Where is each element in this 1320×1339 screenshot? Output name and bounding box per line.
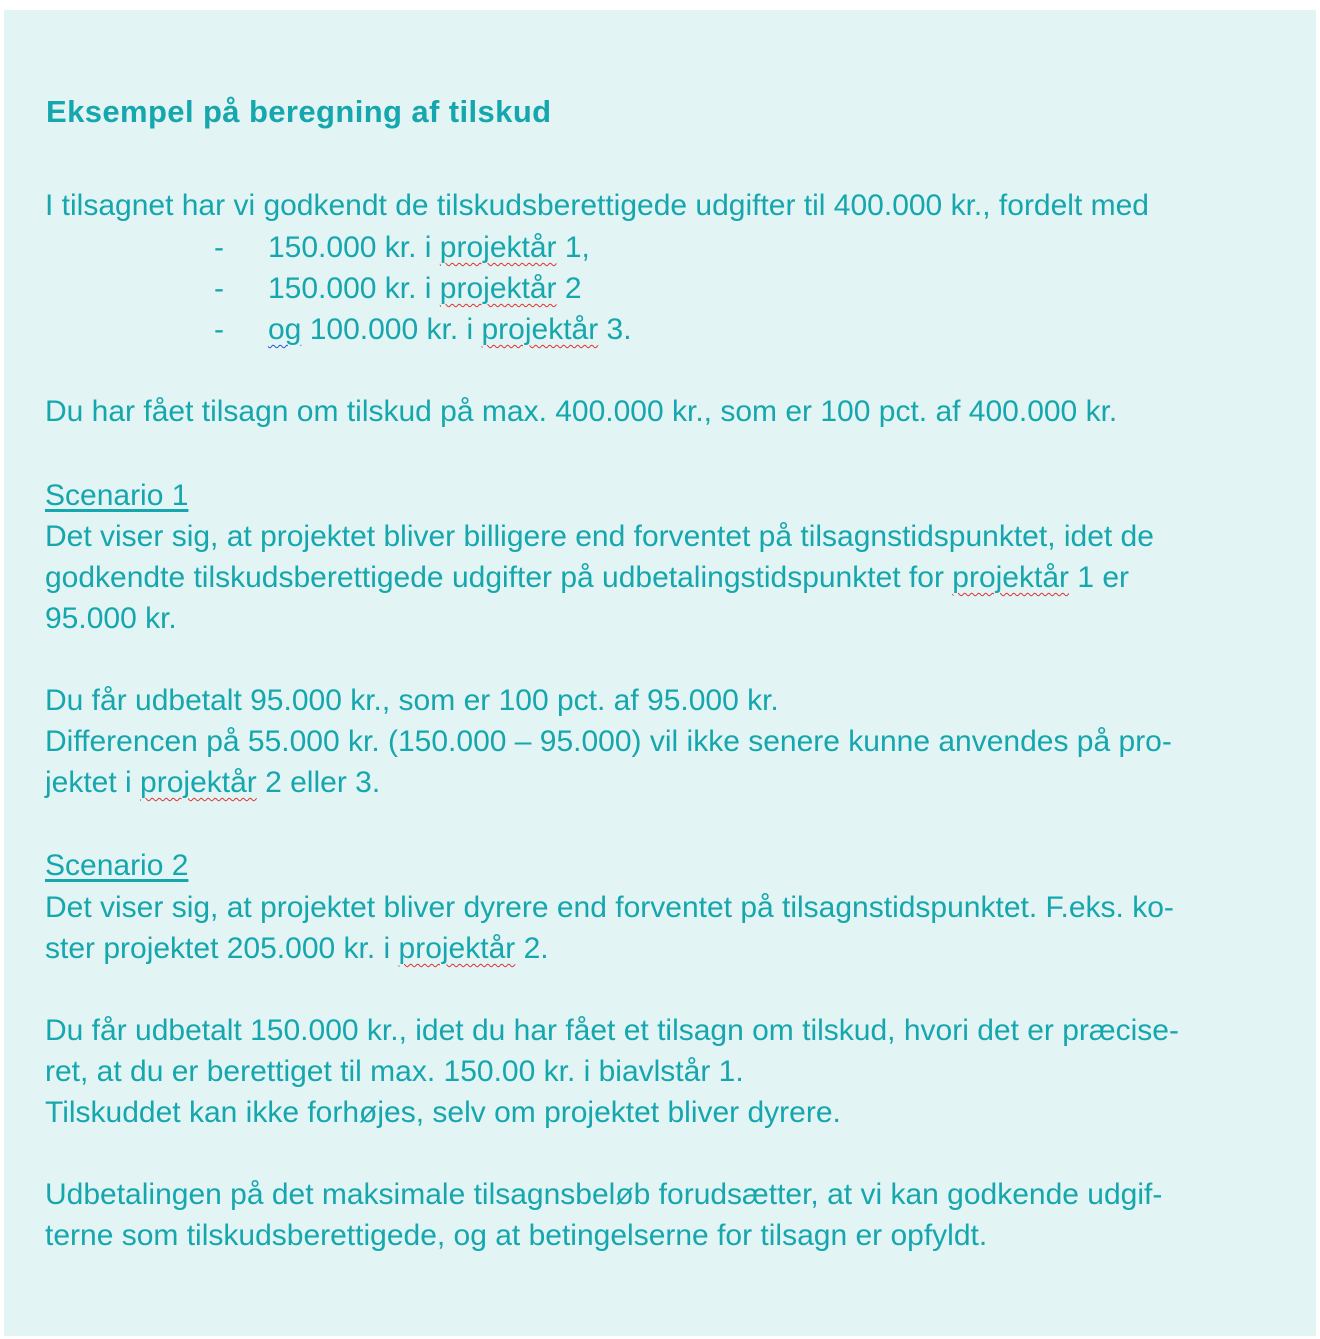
intro-text: I tilsagnet har vi godkendt de tilskudsberettigede udgifter til 400.000 kr., fordelt med (45, 189, 1149, 222)
bullet-item-3: og 100.000 kr. i projektår 3. (268, 313, 632, 346)
info-box (4, 10, 1316, 1336)
spellcheck-word: projektår (952, 561, 1069, 594)
bullet-item-2: 150.000 kr. i projektår 2 (268, 272, 582, 305)
scenario-1-line-6: jektet i projektår 2 eller 3. (45, 766, 381, 799)
scenario-2-line-4: ret, at du er berettiget til max. 150.00 kr. i biavlstår 1. (45, 1055, 744, 1088)
scenario-1-line-1: Det viser sig, at projektet bliver billigere end forventet på tilsagnstidspunktet, idet de (45, 520, 1154, 553)
grammar-word: og (268, 313, 302, 346)
bullet-dash: - (214, 313, 224, 346)
page-title: Eksempel på beregning af tilskud (46, 94, 552, 129)
scenario-1-line-3: 95.000 kr. (45, 602, 177, 635)
bullet-item-1: 150.000 kr. i projektår 1, (268, 231, 590, 264)
spellcheck-word: projektår (140, 766, 257, 799)
spellcheck-word: projektår (439, 272, 557, 305)
scenario-2-line-1: Det viser sig, at projektet bliver dyrere end forventet på tilsagnstidspunktet. F.eks. ko- (45, 891, 1174, 924)
scenario-1-heading: Scenario 1 (45, 479, 189, 512)
scenario-2-line-3: Du får udbetalt 150.000 kr., idet du har fået et tilsagn om tilskud, hvori det er præcise- (45, 1014, 1179, 1047)
bullet-dash: - (214, 231, 224, 264)
bullet-dash: - (214, 272, 224, 305)
spellcheck-word: projektår (439, 231, 557, 264)
closing-line-1: Udbetalingen på det maksimale tilsagnsbeløb forudsætter, at vi kan godkende udgif- (45, 1178, 1163, 1211)
spellcheck-word: projektår (481, 313, 599, 346)
scenario-2-line-2: ster projektet 205.000 kr. i projektår 2. (45, 932, 549, 965)
spellcheck-word: projektår (398, 932, 516, 965)
closing-line-2: terne som tilskudsberettigede, og at betingelserne for tilsagn er opfyldt. (45, 1219, 988, 1252)
scenario-2-heading: Scenario 2 (45, 849, 189, 882)
scenario-1-line-5: Differencen på 55.000 kr. (150.000 – 95.000) vil ikke senere kunne anvendes på pro- (45, 725, 1172, 758)
scenario-1-line-2: godkendte tilskudsberettigede udgifter på udbetalingstidspunktet for projektår 1 er (45, 561, 1130, 594)
summary-text: Du har fået tilsagn om tilskud på max. 400.000 kr., som er 100 pct. af 400.000 kr. (45, 395, 1118, 428)
scenario-1-line-4: Du får udbetalt 95.000 kr., som er 100 pct. af 95.000 kr. (45, 684, 779, 717)
scenario-2-line-5: Tilskuddet kan ikke forhøjes, selv om projektet bliver dyrere. (45, 1096, 841, 1129)
